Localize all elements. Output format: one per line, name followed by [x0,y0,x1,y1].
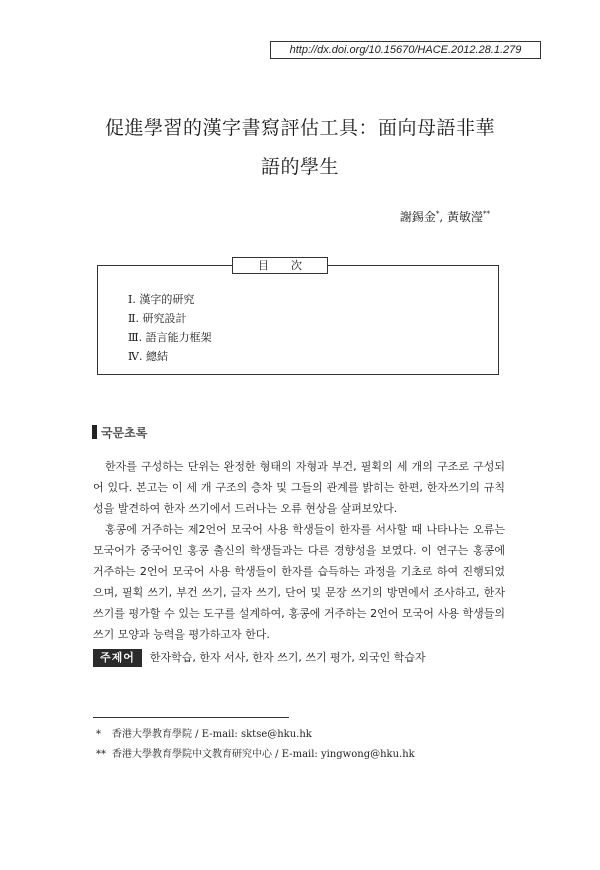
author-name: 黃敏瀅 [446,210,483,224]
toc-item: Ⅱ. 研究設計 [128,312,187,325]
abstract-paragraph: 홍콩에 거주하는 제2언어 모국어 사용 학생들이 한자를 서사할 때 나타나는 오류는 모국어가 중국어인 홍콩 출신의 학생들과는 다른 경향성을 보였다. 이 연구는 홍콩에 거주하는 2언어 모국어 사용 학생들이 한자를 습득하는 과정을 기초로 하여 진행되었으며, 필획 쓰기, 부건 쓰기, 글자 쓰기, 단어 및 문장 쓰기의 방면에서 조사하고, 한자쓰기를 평가할 수 있는 도구를 설계하여, 홍콩에 거주하는 2언어 모국어 사용 학생들의 쓰기 모양과 능력을 평가하고자 한다. [93,523,505,641]
toc-heading: 目次 [232,257,328,274]
footnote [96,745,415,760]
author-mark: ** [483,210,490,218]
toc-item: Ⅲ. 語言能力框架 [128,331,212,344]
footnote-mark: * [96,729,101,740]
paper-title-line-2: 語的學生 [260,156,339,178]
keywords-label: 주제어 [93,649,142,667]
abstract-heading [92,425,147,441]
author-separator: , [439,210,447,224]
keywords-row [93,649,426,667]
toc-list [128,290,212,366]
footnote-divider [93,717,289,718]
toc-item: Ⅳ. 總結 [128,350,168,363]
author-name: 謝錫金 [399,210,436,224]
keywords-text: 한자학습, 한자 서사, 한자 쓰기, 쓰기 평가, 외국인 학습자 [149,651,426,664]
abstract-paragraph: 한자를 구성하는 단위는 완정한 형태의 자형과 부건, 필획의 세 개의 구조로 구성되어 있다. 본고는 이 세 개 구조의 층차 및 그들의 관계를 밝히는 한편, 한자쓰기의 규칙성을 발견하여 한자 쓰기에서 드러나는 오류 현상을 살펴보았다. [93,460,505,515]
author-list [400,208,490,225]
footnote-text: 香港大學教育學院中文教育研究中心 / E-mail: yingwong@hku.hk [112,749,415,760]
footnote [96,725,312,740]
abstract-body [93,456,505,645]
toc-item: Ⅰ. 漢字的研究 [128,293,195,306]
abstract-heading-text: 국문초록 [101,426,148,440]
heading-bar-icon [92,425,97,439]
doi-link[interactable]: http://dx.doi.org/10.15670/HACE.2012.28.1.279 [270,41,541,59]
paper-title-line-1: 促進學習的漢字書寫評估工具：面向母語非華 [104,117,495,139]
footnote-mark: ** [96,749,106,760]
footnote-text: 香港大學教育學院 / E-mail: sktse@hku.hk [112,729,312,740]
author-mark: * [435,210,440,218]
